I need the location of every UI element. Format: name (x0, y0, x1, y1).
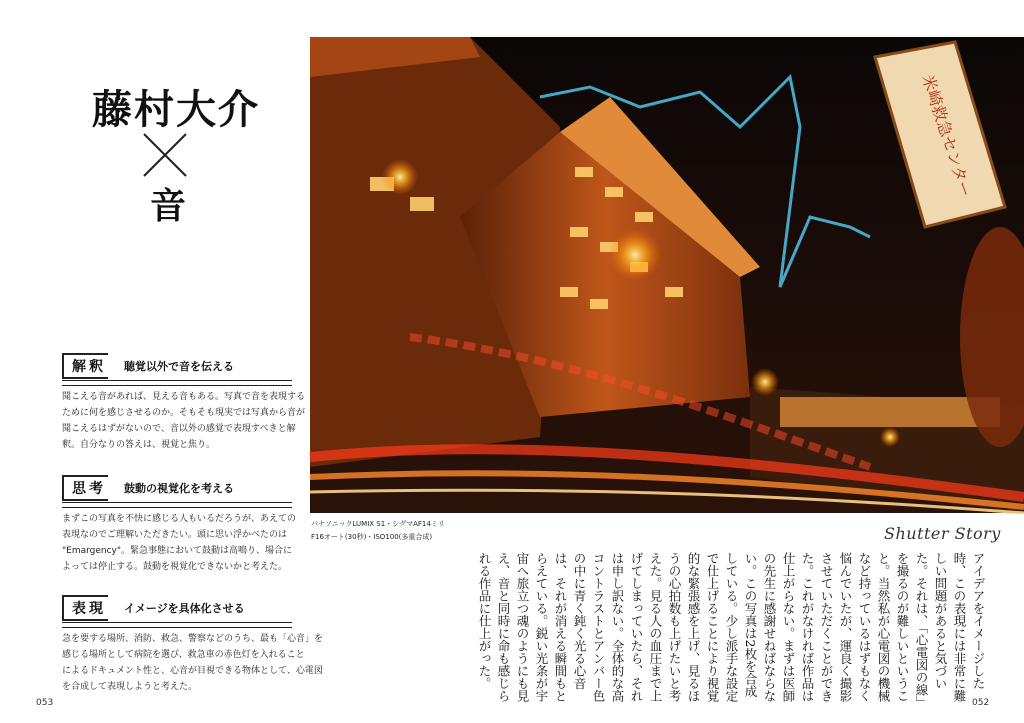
body-line: 釈。自分なりの答えは、視覚と焦り。 (62, 440, 216, 450)
section-label: 思考 (72, 481, 106, 497)
section-thinking (62, 475, 297, 575)
body-line: 表現なのでご理解いただきたい。頭に思い浮かべたのは (62, 530, 288, 540)
body-line: 聞こえる音があれば、見える音もある。写真で音を表現する (62, 392, 306, 402)
section-label: 表現 (72, 601, 106, 617)
body-line: 急を要する場所、消防、救急、警察などのうち、最も「心音」を (62, 634, 324, 644)
section-title: イメージを具体化させる (124, 602, 245, 615)
section-label: 解釈 (72, 359, 106, 375)
body-line: よっては停止する。鼓動を視覚化できないかと考えた。 (62, 562, 288, 572)
section-title: 鼓動の視覚化を考える (124, 482, 234, 495)
body-line: 聞こえるはずがないので、音以外の感覚で表現すべきと解 (62, 424, 296, 434)
section-rule (62, 502, 292, 508)
sign-text: 米崎救急センター (918, 72, 976, 200)
section-rule (62, 380, 292, 386)
body-line: "Emargency"。緊急事態において鼓動は高鳴り、場合に (62, 546, 293, 556)
photo-illustration (310, 37, 1024, 513)
story-text: アイデアをイメージした時、この表現には非常に難しい問題があると気づいた。それは、「心電図の線」を撮るのが難しいということ。当然私が心電図の機械など持っているはずもなく悩んでいたが、運良く撮影させていただくことができた。これがなければ作品は仕上がらない。まずは医師の先生に感謝せねばならない。この写真は2枚を合成している。少し派手な設定で仕上げることにより視覚的な緊張感を上げ、見るほうの心拍数も上げたいと考えた。見る人の血圧まで上げてしまっていたら、それは申し訳ない。全体的な高コントラストとアンバー色の中に青く鈍く光る心音は、それが消える瞬間もとらえている。鋭い光条が宇宙へ旅立つ魂のようにも見え、音と同時に命も感じられる作品に仕上がった。 (477, 552, 986, 702)
body-line: ために何を感じさせるのか。そもそも現実では写真から音が (62, 408, 306, 418)
section-body (62, 511, 297, 575)
hospital-night-photo (310, 37, 1024, 513)
page-number-left: 053 (36, 698, 54, 708)
section-rule (62, 622, 292, 628)
section-interpretation (62, 353, 306, 453)
cross-mark-icon (142, 132, 188, 178)
page-title: 藤村大介 (92, 86, 260, 133)
photo-caption (311, 518, 445, 544)
body-line: を合成して表現しようと考えた。 (62, 682, 198, 692)
section-expression (62, 595, 324, 695)
caption-line: パナソニックLUMIX S1・シグマAF14ミリ (311, 520, 445, 528)
story-title: Shutter Story (884, 524, 1001, 543)
section-body (62, 389, 306, 453)
body-line: によるドキュメント性と、心音が目視できる物体として、心電図 (62, 666, 323, 676)
body-line: 感じる場所として病院を選び、救急車の赤色灯を入れること (62, 650, 305, 660)
section-body (62, 631, 324, 695)
caption-line: F16オート(30秒)・ISO100(多重合成) (311, 533, 433, 541)
page-number-right: 052 (972, 698, 990, 708)
body-line: まずこの写真を不快に感じる人もいるだろうが、あえての (62, 514, 297, 524)
page-subtitle: 音 (150, 185, 187, 227)
section-title: 聴覚以外で音を伝える (124, 360, 234, 373)
